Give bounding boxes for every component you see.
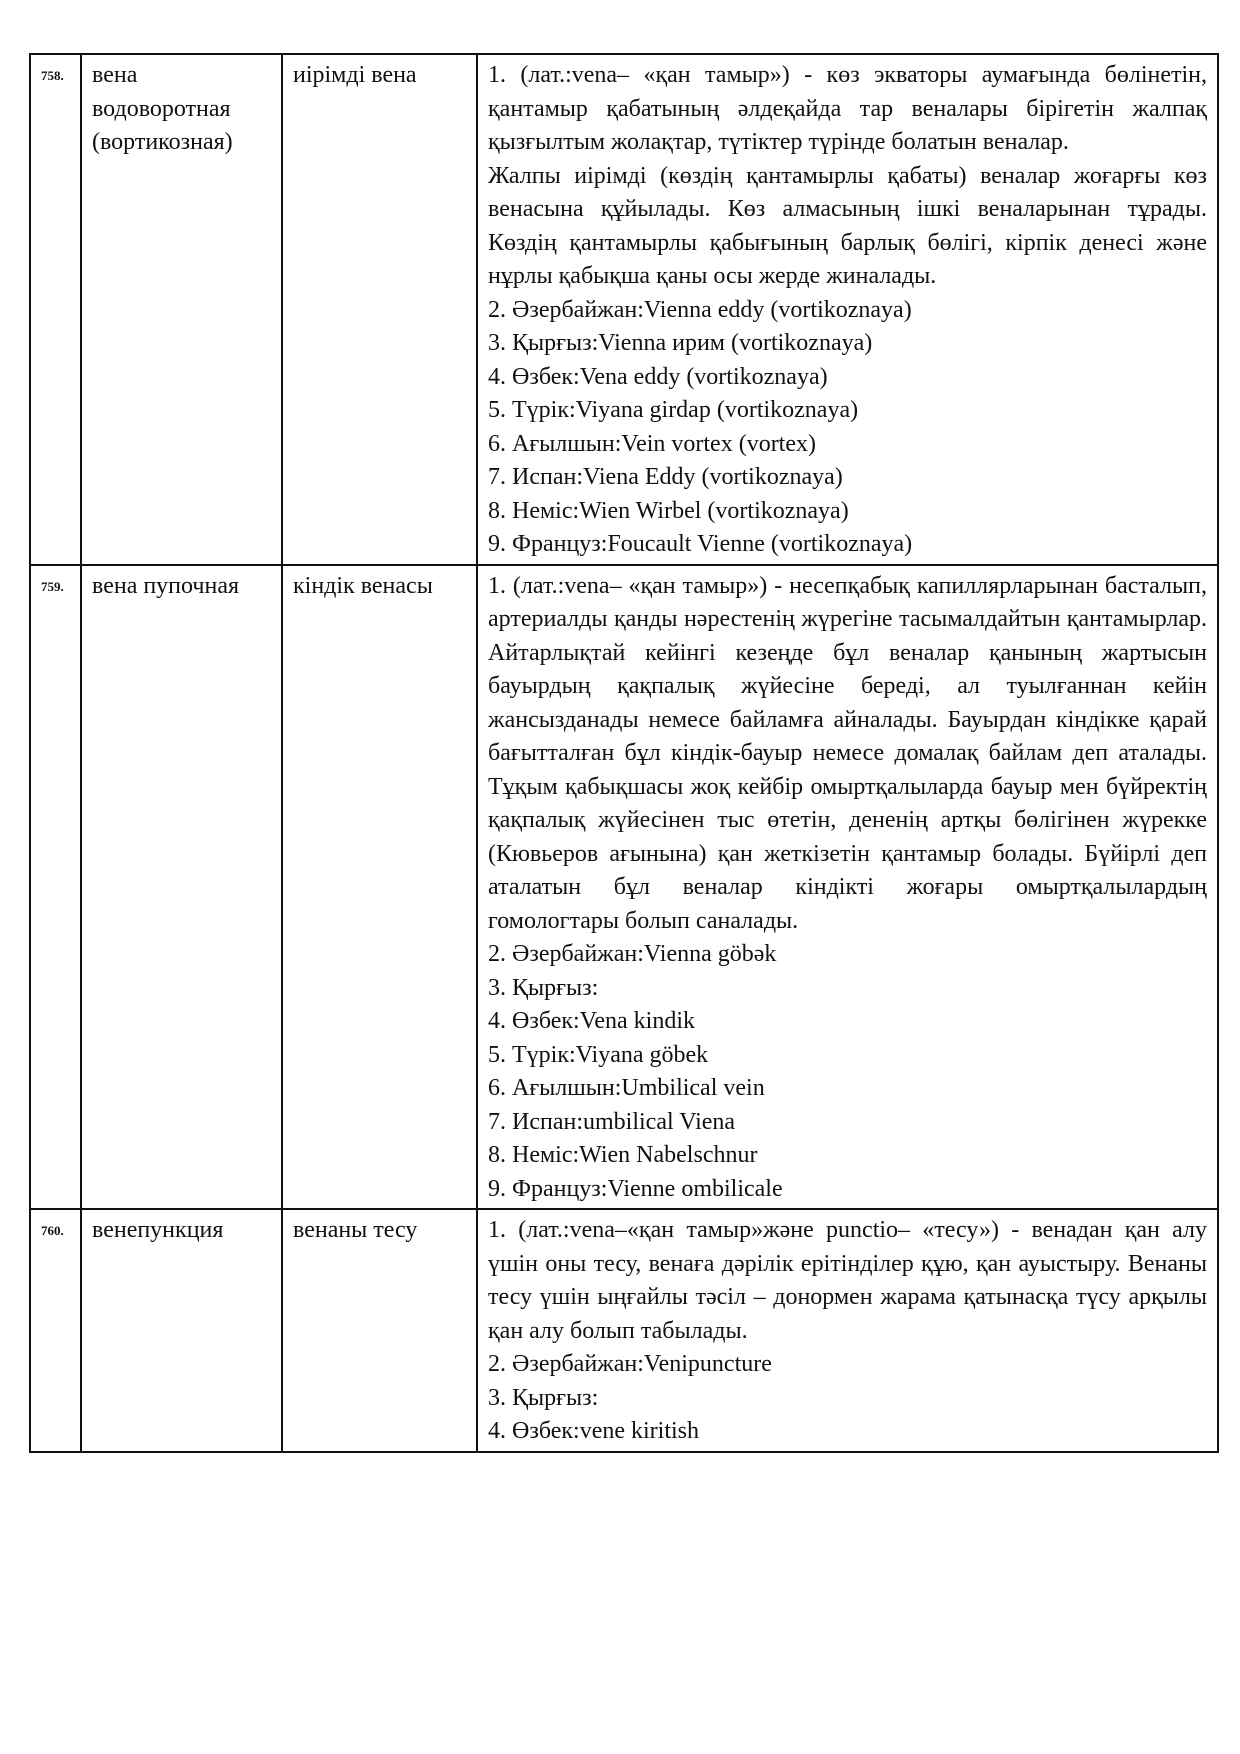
translation-line: 3. Қырғыз: <box>488 974 599 1001</box>
kazakh-term: венаны тесу <box>282 1209 477 1452</box>
translation-line: 3. Қырғыз:Vienna ирим (vortikoznaya) <box>488 330 873 356</box>
definition-paragraph: 1. (лат.:vena– «қан тамыр») - көз экваторы аумағында бөлінетін, қантамыр қабатының әлдеқайда тар веналары бірігетін жалпақ қызғылтым жолақтар, түтіктер түрінде болатын веналар. <box>488 62 1207 155</box>
translation-line: 5. Түрік:Viyana göbek <box>488 1041 709 1068</box>
translation-line: 4. Өзбек:Vena eddy (vortikoznaya) <box>488 363 828 390</box>
entry-number: 758. <box>30 54 81 565</box>
definition-cell <box>477 54 1218 565</box>
russian-term: вена пупочная <box>81 565 282 1210</box>
translation-line: 2. Әзербайжан:Vienna göbək <box>488 941 777 967</box>
russian-term: венепункция <box>81 1209 282 1452</box>
table-row <box>30 1209 1218 1452</box>
definition-cell <box>477 565 1218 1210</box>
kazakh-term: иірімді вена <box>282 54 477 565</box>
table-row <box>30 565 1218 1210</box>
translation-line: 9. Француз:Vienne ombilicale <box>488 1175 783 1202</box>
translation-line: 3. Қырғыз: <box>488 1384 599 1411</box>
translation-line: 8. Неміс:Wien Nabelschnur <box>488 1142 758 1168</box>
translation-line: 7. Испан:umbilical Viena <box>488 1108 736 1135</box>
translation-line: 4. Өзбек:Vena kindik <box>488 1008 695 1034</box>
definition-paragraph: 1. (лат.:vena–«қан тамыр»және punctio– «тесу») - венадан қан алу үшін оны тесу, венаға дәрілік ерітінділер құю, қан ауыстыру. Венаны тесу үшін ыңғайлы тәсіл – донормен жарама қатынасқа түсу арқылы қан алу болып табылады. <box>488 1217 1207 1344</box>
translation-line: 6. Ағылшын:Vein vortex (vortex) <box>488 430 816 457</box>
translation-line: 5. Түрік:Viyana girdap (vortikoznaya) <box>488 397 859 423</box>
translation-line: 9. Француз:Foucault Vienne (vortikoznaya) <box>488 531 913 557</box>
table-row <box>30 54 1218 565</box>
kazakh-term: кіндік венасы <box>282 565 477 1210</box>
translation-line: 8. Неміс:Wien Wirbel (vortikoznaya) <box>488 497 849 524</box>
definition-paragraph: 1. (лат.:vena– «қан тамыр») - несепқабық капиллярларынан басталып, артериалды қанды нәрестенің жүрегіне тасымалдайтын қантамырлар. Айтарлықтай кейінгі кезеңде бұл веналар қанының жартысын бауырдың қақпалық жүйесіне береді, ал туылғаннан кейін жансызданады немесе байламға айналады. Бауырдан кіндікке қарай бағытталған бұл кіндік-бауыр немесе домалақ байлам деп аталады. Тұқым қабықшасы жоқ кейбір омыртқалыларда бауыр мен бүйректің қақпалық жүйесінен тыс өтетін, дененің артқы бөлігінен жүрекке (Кювьеров ағынына) қан жеткізетін қантамыр болады. Бүйірлі деп аталатын бұл веналар кіндікті жоғары омыртқалылардың гомологтары болып саналады. <box>488 572 1207 934</box>
translation-line: 6. Ағылшын:Umbilical vein <box>488 1075 765 1101</box>
dictionary-table <box>29 53 1219 1453</box>
translation-line: 4. Өзбек:vene kiritish <box>488 1418 699 1444</box>
entry-number: 759. <box>30 565 81 1210</box>
russian-term: вена водоворотная (вортикозная) <box>81 54 282 565</box>
entry-number: 760. <box>30 1209 81 1452</box>
translation-line: 7. Испан:Viena Eddy (vortikoznaya) <box>488 464 843 490</box>
translation-line: 2. Әзербайжан:Venipuncture <box>488 1351 772 1377</box>
definition-cell <box>477 1209 1218 1452</box>
translation-line: 2. Әзербайжан:Vienna eddy (vortikoznaya) <box>488 296 912 323</box>
definition-paragraph: Жалпы иірімді (көздің қантамырлы қабаты) веналар жоғарғы көз венасына құйылады. Көз алмасының ішкі веналарынан тұрады. Көздің қантамырлы қабығының барлық бөлігі, кірпік денесі және нұрлы қабықша қаны осы жерде жиналады. <box>488 162 1207 289</box>
